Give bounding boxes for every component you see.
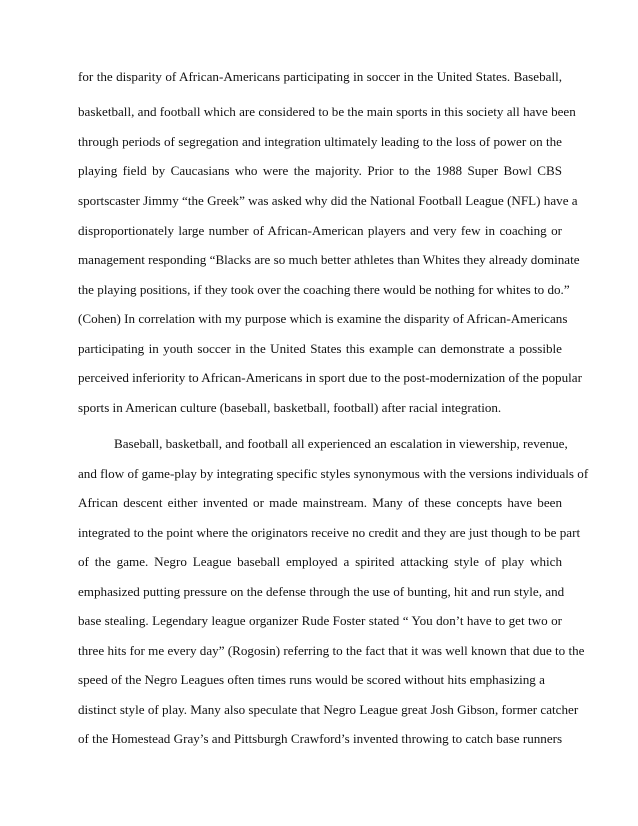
text-line: (Cohen) In correlation with my purpose which is examine the disparity of African-Americans (78, 311, 568, 326)
text-line: of the game. Negro League baseball employed a spirited attacking style of play which (78, 554, 562, 569)
paragraph-first-line: Baseball, basketball, and football all experienced an escalation in viewership, revenue, (114, 436, 568, 451)
text-line: distinct style of play. Many also speculate that Negro League great Josh Gibson, former catcher (78, 702, 579, 717)
text-line: participating in youth soccer in the United States this example can demonstrate a possible (78, 341, 562, 356)
text-line: emphasized putting pressure on the defense through the use of bunting, hit and run style, and (78, 584, 565, 599)
text-line: three hits for me every day” (Rogosin) referring to the fact that it was well known that due to the (78, 643, 585, 658)
text-line: the playing positions, if they took over the coaching there would be nothing for whites to do.” (78, 282, 570, 297)
text-line: and flow of game-play by integrating specific styles synonymous with the versions individuals of (78, 466, 589, 481)
text-line: perceived inferiority to African-Americans in sport due to the post-modernization of the popular (78, 370, 582, 385)
text-line: of the Homestead Gray’s and Pittsburgh Crawford’s invented throwing to catch base runners (78, 731, 563, 746)
paragraph-end-line: sports in American culture (baseball, basketball, football) after racial integration. (78, 400, 502, 415)
text-line: playing field by Caucasians who were the majority. Prior to the 1988 Super Bowl CBS (78, 163, 562, 178)
text-line: base stealing. Legendary league organizer Rude Foster stated “ You don’t have to get two or (78, 613, 562, 628)
text-line: speed of the Negro Leagues often times runs would be scored without hits emphasizing a (78, 672, 545, 687)
text-line: for the disparity of African-Americans participating in soccer in the United States. Baseball, (78, 69, 562, 84)
text-line: African descent either invented or made mainstream. Many of these concepts have been (78, 495, 562, 510)
text-line: through periods of segregation and integration ultimately leading to the loss of power on the (78, 134, 562, 149)
text-line: disproportionately large number of African-American players and very few in coaching or (78, 223, 562, 238)
text-line: integrated to the point where the originators receive no credit and they are just though to be part (78, 525, 581, 540)
text-line: basketball, and football which are considered to be the main sports in this society all have been (78, 104, 576, 119)
text-line: sportscaster Jimmy “the Greek” was asked why did the National Football League (NFL) have a (78, 193, 578, 208)
text-line: management responding “Blacks are so much better athletes than Whites they already dominate (78, 252, 580, 267)
